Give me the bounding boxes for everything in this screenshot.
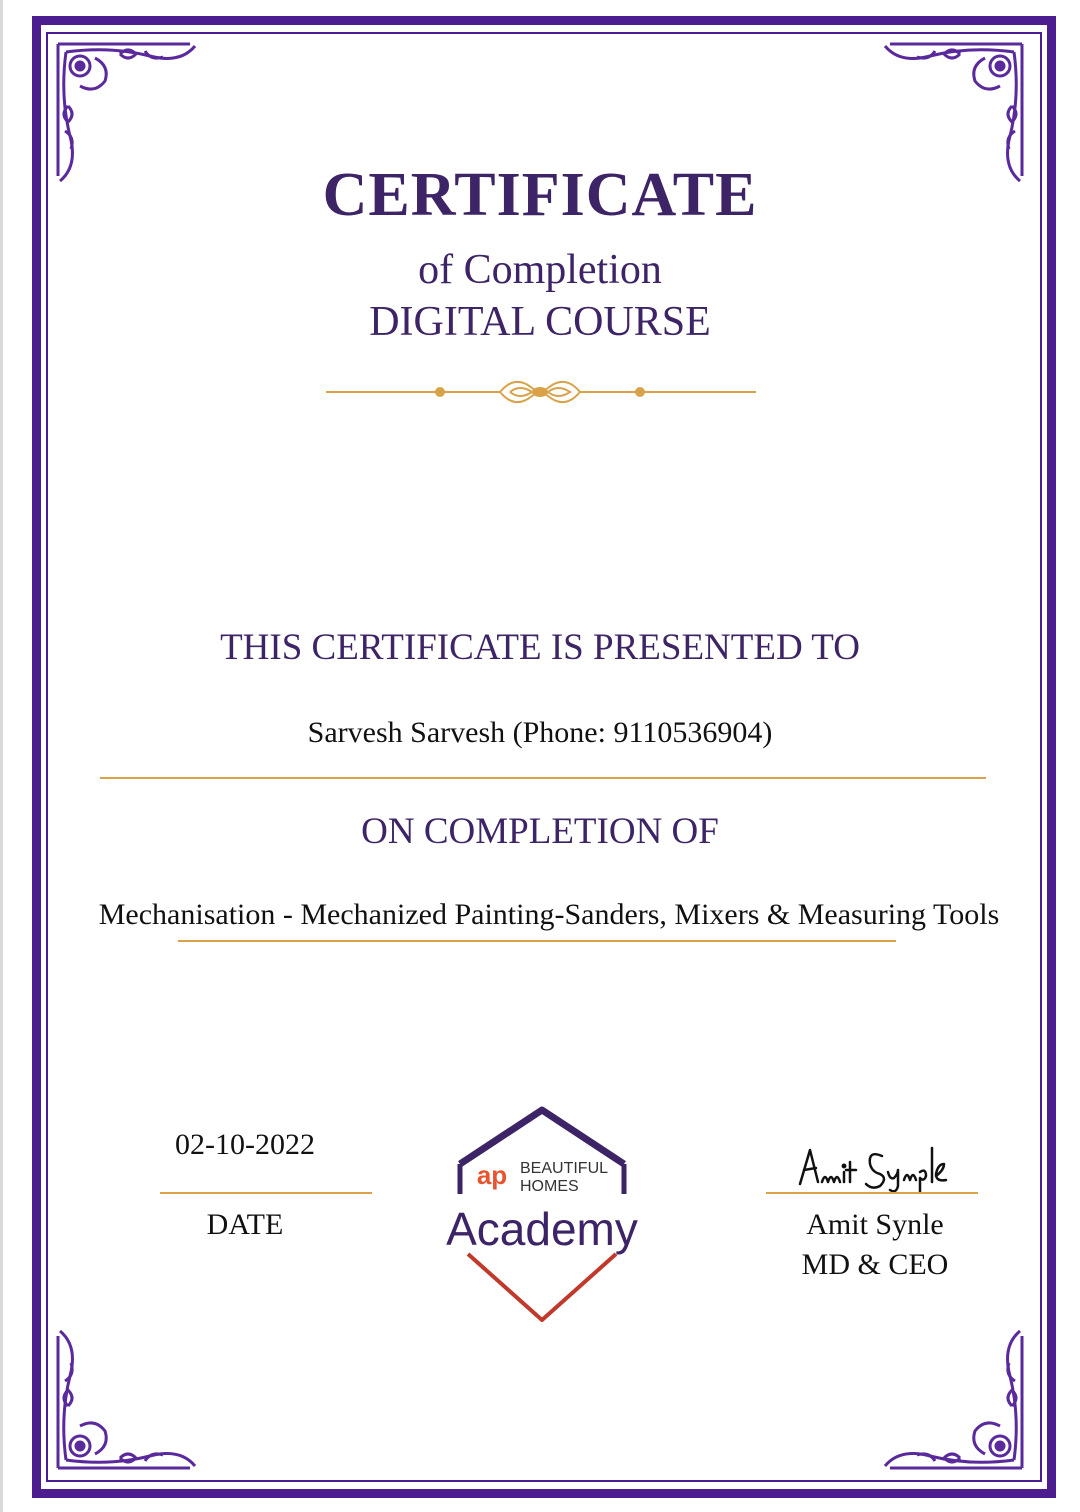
completion-label: ON COMPLETION OF [361,811,719,852]
logo-brand-line1: BEAUTIFUL [520,1160,609,1177]
course-name: Mechanisation - Mechanized Painting-Sanders, Mixers & Measuring Tools [98,898,1000,931]
course-type: DIGITAL COURSE [369,299,711,345]
certificate-subtitle: of Completion [418,247,662,293]
certificate-title: CERTIFICATE [322,161,758,229]
flourish-icon [880,1326,1030,1476]
flourish-icon [50,1326,200,1476]
logo-mark: ap [476,1160,508,1190]
divider-ornament-icon [320,364,760,420]
date-label: DATE [206,1208,284,1241]
recipient-name: Sarvesh Sarvesh (Phone: 9110536904) [307,716,773,749]
course-underline [178,940,896,942]
signer-name: Amit Synle [806,1208,944,1241]
corner-ornament-bottom-right [880,1326,1030,1476]
logo-brand-line2: HOMES [520,1178,579,1195]
signature-image [790,1142,950,1198]
logo-academy-text: Academy [446,1203,638,1255]
signature-underline [766,1192,978,1194]
date-underline [160,1192,372,1194]
logo-brand-text [520,1160,630,1196]
recipient-underline [100,777,986,779]
signer-title: MD & CEO [801,1248,949,1281]
date-value: 02-10-2022 [175,1128,315,1161]
presented-to-label: THIS CERTIFICATE IS PRESENTED TO [220,627,860,668]
corner-ornament-bottom-left [50,1326,200,1476]
